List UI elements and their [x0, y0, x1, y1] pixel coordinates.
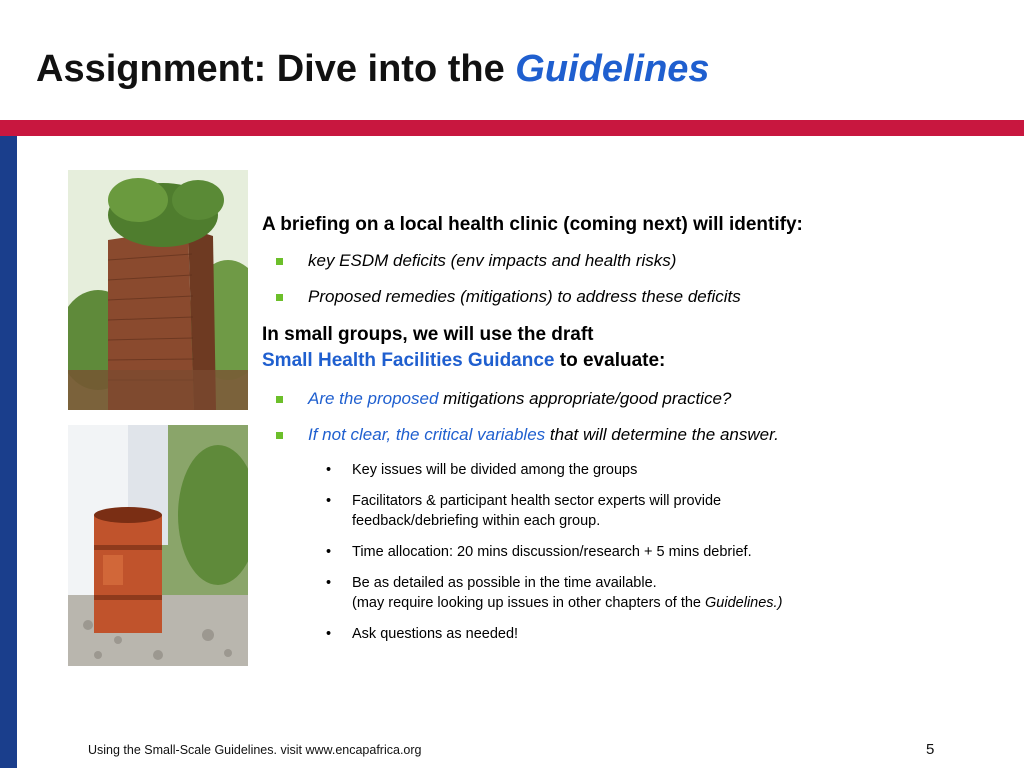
guidance-title: Small Health Facilities Guidance — [262, 350, 555, 371]
briefing-heading: A briefing on a local health clinic (coming next) will identify: — [262, 214, 803, 235]
green-square-bullet-icon — [276, 294, 283, 301]
page-number: 5 — [926, 741, 935, 758]
list-item: • Facilitators & participant health sector experts will provide feedback/debriefing within each group. — [326, 493, 722, 529]
list-item: Proposed remedies (mitigations) to address these deficits — [262, 286, 962, 308]
slide-content — [262, 212, 962, 644]
evaluation-list — [262, 388, 962, 446]
left-blue-bar — [0, 136, 17, 768]
bullet-dot-icon: • — [326, 575, 332, 591]
instructions-list — [262, 460, 962, 644]
slide-title — [36, 48, 710, 91]
bullet-dot-icon: • — [326, 462, 332, 478]
groups-heading: In small groups, we will use the draft Small Health Facilities Guidance to evaluate: — [262, 324, 666, 371]
brick-incinerator-photo — [68, 170, 248, 410]
list-item: • Ask questions as needed! — [326, 626, 519, 642]
bullet-dot-icon: • — [326, 544, 332, 560]
green-square-bullet-icon — [276, 258, 283, 265]
list-item: • Be as detailed as possible in the time available. (may require looking up issues in other chapters of the Guidelines.) — [326, 575, 783, 611]
footer-text: Using the Small-Scale Guidelines. visit www.encapafrica.org — [88, 743, 422, 757]
green-square-bullet-icon — [276, 396, 283, 403]
title-main: Assignment: Dive into the — [36, 48, 516, 90]
bullet-dot-icon: • — [326, 626, 332, 642]
title-accent: Guidelines — [515, 48, 710, 90]
list-item: Are the proposed mitigations appropriate/good practice? — [262, 388, 962, 410]
list-item: • Time allocation: 20 mins discussion/research + 5 mins debrief. — [326, 544, 752, 560]
list-item: If not clear, the critical variables that will determine the answer. — [262, 424, 962, 446]
bullet-dot-icon: • — [326, 493, 332, 509]
green-square-bullet-icon — [276, 432, 283, 439]
header-red-bar — [0, 120, 1024, 136]
list-item: • Key issues will be divided among the groups — [326, 462, 638, 478]
deficits-list — [262, 250, 962, 308]
list-item: key ESDM deficits (env impacts and health risks) — [262, 250, 962, 272]
rusty-drum-photo — [68, 425, 248, 666]
